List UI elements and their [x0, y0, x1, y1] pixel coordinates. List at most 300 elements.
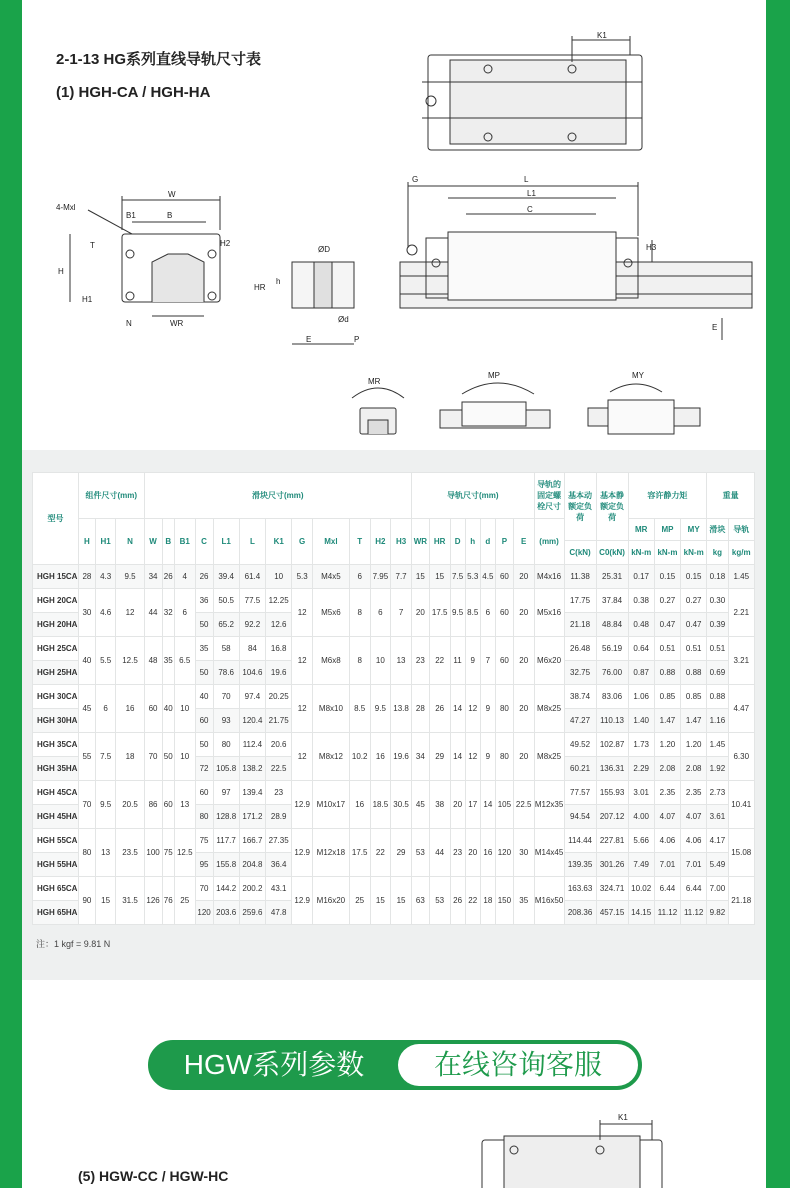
cell-k1: 10 [266, 565, 292, 589]
table-row [33, 589, 755, 613]
cell-l: 166.7 [239, 829, 265, 853]
cell-mr: 1.40 [628, 709, 654, 733]
cell-bolt: M4x16 [534, 565, 564, 589]
cell-mr: 0.48 [628, 613, 654, 637]
cell-l1: 78.6 [213, 661, 239, 685]
cell-c_kn: 21.18 [564, 613, 596, 637]
cell-mr: 3.01 [628, 781, 654, 805]
cell-c_kn: 47.27 [564, 709, 596, 733]
cell-n: 23.5 [116, 829, 144, 877]
cell-h3: 7 [391, 589, 412, 637]
th-block: 滑块尺寸(mm) [144, 473, 411, 519]
cell-l: 120.4 [239, 709, 265, 733]
cell-c0: 25.31 [596, 565, 628, 589]
label-n: N [126, 319, 132, 328]
th-col: T [349, 519, 370, 565]
cell-l1: 144.2 [213, 877, 239, 901]
cell-rail: 10.41 [728, 781, 754, 829]
cell-p: 105 [495, 781, 513, 829]
cell-my: 1.20 [681, 733, 707, 757]
cell-l1: 39.4 [213, 565, 239, 589]
cell-e: 30 [513, 829, 534, 877]
cell-blk: 9.82 [707, 901, 728, 925]
cell-my: 0.85 [681, 685, 707, 709]
cell-c_kn: 139.35 [564, 853, 596, 877]
cell-n: 16 [116, 685, 144, 733]
th-col: 滑块 [707, 519, 728, 541]
cell-c: 80 [195, 805, 213, 829]
cell-h3: 15 [391, 877, 412, 925]
consult-service-button[interactable]: 在线咨询客服 [398, 1044, 638, 1086]
label-h: H [58, 267, 64, 276]
cell-p: 60 [495, 637, 513, 685]
cell-my: 11.12 [681, 901, 707, 925]
cell-l: 139.4 [239, 781, 265, 805]
cell-h: 45 [79, 685, 96, 733]
table-row [33, 781, 755, 805]
cell-p: 120 [495, 829, 513, 877]
cell-b: 76 [162, 877, 174, 925]
cell-h2: 10 [370, 637, 391, 685]
label-g: G [412, 175, 419, 184]
cell-mxl: M6x8 [313, 637, 350, 685]
table-row [33, 733, 755, 757]
th-col: B [162, 519, 174, 565]
cell-h: 12 [465, 733, 480, 781]
cell-bolt: M14x45 [534, 829, 564, 877]
front-view-rail [152, 254, 204, 302]
cell-h2: 9.5 [370, 685, 391, 733]
th-col: WR [411, 519, 429, 565]
cell-t: 8.5 [349, 685, 370, 733]
cell-blk: 1.16 [707, 709, 728, 733]
th-col: W [144, 519, 162, 565]
cell-d: 9.5 [450, 589, 465, 637]
cell-k1: 12.25 [266, 589, 292, 613]
model-cell: HGH 30CA [33, 685, 79, 709]
mp-arrow [462, 383, 534, 394]
cell-h: 55 [79, 733, 96, 781]
cell-c_kn: 208.36 [564, 901, 596, 925]
label-hr: HR [254, 283, 266, 292]
cell-blk: 1.92 [707, 757, 728, 781]
cell-e: 22.5 [513, 781, 534, 829]
cell-c_kn: 32.75 [564, 661, 596, 685]
cell-p: 60 [495, 589, 513, 637]
table-row [33, 685, 755, 709]
cell-wr: 34 [411, 733, 429, 781]
cell-l: 200.2 [239, 877, 265, 901]
cell-rail: 3.21 [728, 637, 754, 685]
cell-b: 75 [162, 829, 174, 877]
cell-h2: 6 [370, 589, 391, 637]
banner-series-label: HGW系列参数 [183, 1049, 365, 1080]
cell-b1: 6.5 [174, 637, 195, 685]
cell-g: 12.9 [292, 829, 313, 877]
cell-n: 12.5 [116, 637, 144, 685]
cell-my: 2.08 [681, 757, 707, 781]
cell-c: 60 [195, 781, 213, 805]
th-col: E [513, 519, 534, 565]
cell-c: 60 [195, 709, 213, 733]
cell-mr: 1.06 [628, 685, 654, 709]
cell-l: 61.4 [239, 565, 265, 589]
cell-c: 70 [195, 877, 213, 901]
cell-blk: 0.18 [707, 565, 728, 589]
cell-h3: 30.5 [391, 781, 412, 829]
model-cell: HGH 55CA [33, 829, 79, 853]
label-od-small: Ød [338, 315, 349, 324]
th-unit: C0(kN) [596, 541, 628, 565]
cell-e: 20 [513, 685, 534, 733]
th-col: d [480, 519, 495, 565]
mp-block [462, 402, 526, 426]
th-col: MY [681, 519, 707, 541]
th-unit: kN-m [681, 541, 707, 565]
cell-mp: 4.07 [654, 805, 680, 829]
cell-wr: 53 [411, 829, 429, 877]
cell-c0: 76.00 [596, 661, 628, 685]
cell-p: 80 [495, 733, 513, 781]
cell-mr: 4.00 [628, 805, 654, 829]
cell-bolt: M12x35 [534, 781, 564, 829]
cell-my: 1.47 [681, 709, 707, 733]
cell-d: 14 [450, 685, 465, 733]
cell-d: 9 [480, 733, 495, 781]
cell-hr: 22 [429, 637, 450, 685]
cell-h3: 19.6 [391, 733, 412, 781]
cell-c0: 102.87 [596, 733, 628, 757]
cell-l1: 155.8 [213, 853, 239, 877]
cell-h: 8.5 [465, 589, 480, 637]
cell-h1: 4.6 [95, 589, 116, 637]
cell-blk: 0.30 [707, 589, 728, 613]
cell-h: 80 [79, 829, 96, 877]
cell-blk: 3.61 [707, 805, 728, 829]
section-subtitle: (1) HGH-CA / HGH-HA [56, 84, 211, 101]
cell-n: 9.5 [116, 565, 144, 589]
cell-l1: 117.7 [213, 829, 239, 853]
cell-w: 60 [144, 685, 162, 733]
cell-b1: 13 [174, 781, 195, 829]
th-dyn: 基本动额定负荷 [564, 473, 596, 541]
th-col: K1 [266, 519, 292, 565]
model-cell: HGH 65HA [33, 901, 79, 925]
th-col: Mxl [313, 519, 350, 565]
cell-c0: 207.12 [596, 805, 628, 829]
cell-k1: 20.25 [266, 685, 292, 709]
cell-d: 7 [480, 637, 495, 685]
cell-d: 16 [480, 829, 495, 877]
cell-l: 204.8 [239, 853, 265, 877]
cell-t: 8 [349, 589, 370, 637]
cell-b1: 6 [174, 589, 195, 637]
cell-h3: 7.7 [391, 565, 412, 589]
label-h1: H1 [82, 295, 93, 304]
cell-h1: 5.5 [95, 637, 116, 685]
cell-d: 11 [450, 637, 465, 685]
section5-subtitle: (5) HGW-CC / HGW-HC [78, 1168, 229, 1184]
cell-h: 17 [465, 781, 480, 829]
label-my: MY [632, 371, 644, 380]
cell-h: 12 [465, 685, 480, 733]
th-col: G [292, 519, 313, 565]
cell-l: 77.5 [239, 589, 265, 613]
cell-c0: 301.26 [596, 853, 628, 877]
cell-mxl: M4x5 [313, 565, 350, 589]
cell-b: 32 [162, 589, 174, 637]
cell-mp: 0.88 [654, 661, 680, 685]
cell-c0: 48.84 [596, 613, 628, 637]
th-unit: kN-m [628, 541, 654, 565]
cell-mr: 2.29 [628, 757, 654, 781]
cell-h2: 15 [370, 877, 391, 925]
cell-c_kn: 77.57 [564, 781, 596, 805]
cell-p: 150 [495, 877, 513, 925]
th-col: B1 [174, 519, 195, 565]
cell-d: 14 [480, 781, 495, 829]
cell-k1: 27.35 [266, 829, 292, 853]
cell-mp: 0.15 [654, 565, 680, 589]
cell-c0: 136.31 [596, 757, 628, 781]
table-row [33, 637, 755, 661]
label-mr: MR [368, 377, 381, 386]
cell-w: 86 [144, 781, 162, 829]
cell-bolt: M5x16 [534, 589, 564, 637]
cell-mxl: M12x18 [313, 829, 350, 877]
cell-g: 12 [292, 637, 313, 685]
cell-mr: 5.66 [628, 829, 654, 853]
cell-h2: 16 [370, 733, 391, 781]
model-cell: HGH 45CA [33, 781, 79, 805]
cell-blk: 7.00 [707, 877, 728, 901]
cell-d: 9 [480, 685, 495, 733]
cell-k1: 12.6 [266, 613, 292, 637]
cell-c0: 155.93 [596, 781, 628, 805]
cell-h1: 9.5 [95, 781, 116, 829]
cell-g: 12.9 [292, 877, 313, 925]
cell-w: 48 [144, 637, 162, 685]
cell-c: 50 [195, 613, 213, 637]
th-col: H3 [391, 519, 412, 565]
label-l1: L1 [527, 189, 536, 198]
cell-blk: 1.45 [707, 733, 728, 757]
cell-l1: 97 [213, 781, 239, 805]
cell-bolt: M16x50 [534, 877, 564, 925]
cell-l1: 203.6 [213, 901, 239, 925]
cell-t: 8 [349, 637, 370, 685]
cell-c: 50 [195, 733, 213, 757]
cell-rail: 6.30 [728, 733, 754, 781]
label-c: C [527, 205, 533, 214]
cell-mr: 14.15 [628, 901, 654, 925]
cell-h: 28 [79, 565, 96, 589]
cell-mr: 0.38 [628, 589, 654, 613]
cell-t: 6 [349, 565, 370, 589]
table-row [33, 829, 755, 853]
page-title: 2-1-13 HG系列直线导轨尺寸表 [56, 51, 262, 68]
model-cell: HGH 45HA [33, 805, 79, 829]
cell-k1: 43.1 [266, 877, 292, 901]
cell-b1: 10 [174, 733, 195, 781]
cell-h1: 15 [95, 877, 116, 925]
cell-c: 36 [195, 589, 213, 613]
cell-mr: 0.87 [628, 661, 654, 685]
technical-drawing [22, 0, 766, 450]
th-assembly: 组件尺寸(mm) [79, 473, 145, 519]
model-cell: HGH 25CA [33, 637, 79, 661]
cell-c0: 56.19 [596, 637, 628, 661]
cell-blk: 0.88 [707, 685, 728, 709]
cell-my: 4.06 [681, 829, 707, 853]
cell-l: 259.6 [239, 901, 265, 925]
label-h3: H3 [646, 243, 657, 252]
cell-k1: 21.75 [266, 709, 292, 733]
cell-d: 20 [450, 781, 465, 829]
cell-w: 100 [144, 829, 162, 877]
th-col: C [195, 519, 213, 565]
model-cell: HGH 25HA [33, 661, 79, 685]
th-col: MR [628, 519, 654, 541]
cell-hr: 29 [429, 733, 450, 781]
cell-my: 6.44 [681, 877, 707, 901]
cell-c_kn: 17.75 [564, 589, 596, 613]
cell-h: 40 [79, 637, 96, 685]
cell-w: 70 [144, 733, 162, 781]
label-b: B [167, 211, 173, 220]
cell-c: 120 [195, 901, 213, 925]
cell-e: 20 [513, 565, 534, 589]
cell-h1: 7.5 [95, 733, 116, 781]
th-unit: kN-m [654, 541, 680, 565]
cell-rail: 1.45 [728, 565, 754, 589]
cell-c0: 227.81 [596, 829, 628, 853]
cell-e: 20 [513, 589, 534, 637]
cell-h1: 4.3 [95, 565, 116, 589]
cell-h1: 13 [95, 829, 116, 877]
cell-n: 20.5 [116, 781, 144, 829]
cell-c_kn: 94.54 [564, 805, 596, 829]
cell-d: 14 [450, 733, 465, 781]
cell-d: 26 [450, 877, 465, 925]
unit-note: 注：1 kgf = 9.81 N [36, 939, 111, 949]
cell-c: 50 [195, 661, 213, 685]
cell-mr: 1.73 [628, 733, 654, 757]
cell-l1: 50.5 [213, 589, 239, 613]
label-e-right: E [712, 323, 718, 332]
cell-my: 0.51 [681, 637, 707, 661]
cell-mp: 0.85 [654, 685, 680, 709]
cell-mxl: M8x10 [313, 685, 350, 733]
cell-c: 40 [195, 685, 213, 709]
th-col: (mm) [534, 519, 564, 565]
cell-mr: 7.49 [628, 853, 654, 877]
spec-table-area [22, 450, 766, 980]
cell-blk: 0.39 [707, 613, 728, 637]
label-t: T [90, 241, 95, 250]
cell-l: 84 [239, 637, 265, 661]
label-k1: K1 [597, 31, 607, 40]
cell-wr: 15 [411, 565, 429, 589]
model-cell: HGH 20HA [33, 613, 79, 637]
cell-e: 35 [513, 877, 534, 925]
model-cell: HGH 65CA [33, 877, 79, 901]
cell-n: 12 [116, 589, 144, 637]
cell-c: 95 [195, 853, 213, 877]
th-col: P [495, 519, 513, 565]
cell-mp: 11.12 [654, 901, 680, 925]
cell-c_kn: 26.48 [564, 637, 596, 661]
cell-t: 10.2 [349, 733, 370, 781]
cell-c: 35 [195, 637, 213, 661]
cell-l: 112.4 [239, 733, 265, 757]
th-col: N [116, 519, 144, 565]
cell-h: 70 [79, 781, 96, 829]
model-cell: HGH 55HA [33, 853, 79, 877]
cell-k1: 36.4 [266, 853, 292, 877]
cell-b1: 12.5 [174, 829, 195, 877]
cell-hr: 53 [429, 877, 450, 925]
cell-g: 12.9 [292, 781, 313, 829]
cell-w: 44 [144, 589, 162, 637]
cell-b: 50 [162, 733, 174, 781]
mr-arrow [352, 388, 404, 398]
th-col: L [239, 519, 265, 565]
cell-rail: 21.18 [728, 877, 754, 925]
cell-l1: 93 [213, 709, 239, 733]
cell-l: 92.2 [239, 613, 265, 637]
cell-mxl: M8x12 [313, 733, 350, 781]
cell-wr: 23 [411, 637, 429, 685]
th-unit: kg/m [728, 541, 754, 565]
cell-my: 0.15 [681, 565, 707, 589]
cell-h3: 13.8 [391, 685, 412, 733]
th-unit: C(kN) [564, 541, 596, 565]
label-mxl: 4-Mxl [56, 203, 76, 212]
cell-bolt: M8x25 [534, 733, 564, 781]
cell-w: 126 [144, 877, 162, 925]
cell-l: 138.2 [239, 757, 265, 781]
top-view-inner [450, 60, 626, 144]
cell-h3: 13 [391, 637, 412, 685]
cell-mr: 0.64 [628, 637, 654, 661]
cell-my: 0.88 [681, 661, 707, 685]
cell-blk: 0.51 [707, 637, 728, 661]
label-od: ØD [318, 245, 330, 254]
cell-wr: 20 [411, 589, 429, 637]
cell-b: 60 [162, 781, 174, 829]
cell-mp: 1.20 [654, 733, 680, 757]
cell-mp: 2.08 [654, 757, 680, 781]
cell-my: 2.35 [681, 781, 707, 805]
hgw-banner[interactable] [148, 1040, 642, 1090]
cell-h2: 7.95 [370, 565, 391, 589]
table-row [33, 565, 755, 589]
cell-blk: 5.49 [707, 853, 728, 877]
cell-mp: 0.47 [654, 613, 680, 637]
cell-mxl: M16x20 [313, 877, 350, 925]
cell-b: 35 [162, 637, 174, 685]
cell-wr: 28 [411, 685, 429, 733]
th-col: 导轨 [728, 519, 754, 541]
cell-my: 4.07 [681, 805, 707, 829]
cell-l1: 58 [213, 637, 239, 661]
label-h2: H2 [220, 239, 231, 248]
cell-c_kn: 60.21 [564, 757, 596, 781]
th-rail: 导轨尺寸(mm) [411, 473, 534, 519]
cell-l1: 65.2 [213, 613, 239, 637]
cell-l1: 70 [213, 685, 239, 709]
